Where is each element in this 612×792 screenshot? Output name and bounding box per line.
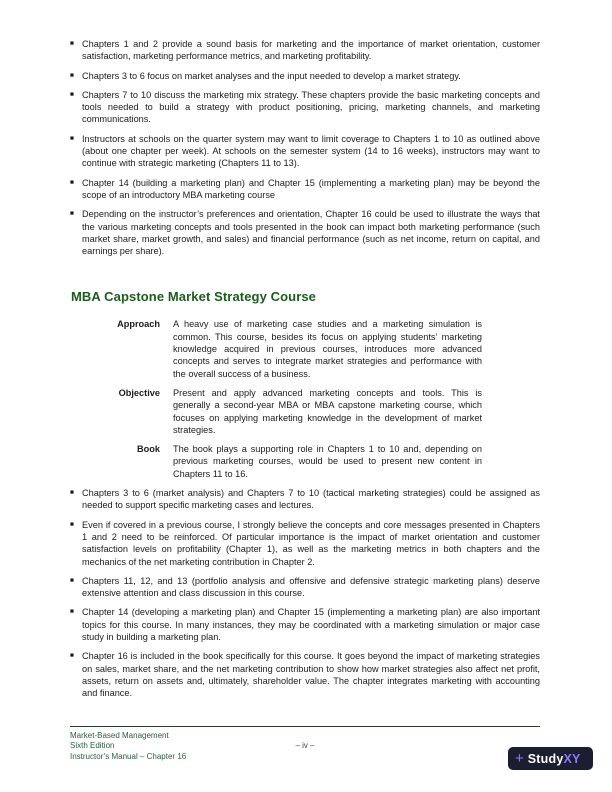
bullet-text: Chapters 7 to 10 discuss the marketing mix strategy. These chapters provide the basic marketing concepts and tools needed to build a strategy with product positioning, pricing, marketing channels, and marketing communications. xyxy=(82,89,540,125)
list-item xyxy=(70,575,540,600)
definition-row-objective xyxy=(70,387,540,436)
square-bullet-icon: ■ xyxy=(70,489,74,497)
course-bullet-list xyxy=(70,487,540,699)
page-footer xyxy=(70,726,540,762)
bullet-text: Chapters 3 to 6 focus on market analyses and the input needed to develop a market strategy. xyxy=(82,70,461,81)
square-bullet-icon: ■ xyxy=(70,178,74,186)
list-item xyxy=(70,70,540,82)
definition-row-approach xyxy=(70,318,540,379)
intro-bullet-list xyxy=(70,38,540,257)
page-number: – iv – xyxy=(295,741,315,750)
plus-icon: + xyxy=(515,749,524,767)
square-bullet-icon: ■ xyxy=(70,40,74,47)
bullet-text: Instructors at schools on the quarter system may want to limit coverage to Chapters 1 to 10 as outlined above (about one chapter per week). At schools on the semester system (14 to 16 weeks), instructors may want to continue with strategic marketing (Chapters 11 to 13). xyxy=(82,133,540,169)
square-bullet-icon: ■ xyxy=(70,652,74,660)
bullet-text: Chapters 3 to 6 (market analysis) and Chapters 7 to 10 (tactical marketing strategies) could be assigned as needed to support specific marketing cases and lectures. xyxy=(82,488,540,511)
studyxy-logo-badge[interactable] xyxy=(508,747,593,770)
footer-edition: Sixth Edition xyxy=(70,741,115,751)
list-item xyxy=(70,133,540,170)
square-bullet-icon: ■ xyxy=(70,520,74,528)
footer-manual-chapter: Instructor’s Manual – Chapter 16 xyxy=(70,751,187,761)
list-item xyxy=(70,177,540,202)
list-item xyxy=(70,208,540,257)
bullet-text: Chapter 16 is included in the book specifically for this course. It goes beyond the impact of marketing strategies on sales, market share, and the net marketing contribution to show how market strategies also affect net profit, assets, return on assets and, ultimately, shareholder value. The chapter integrates marketing with accounting and finance. xyxy=(82,651,540,699)
list-item xyxy=(70,519,540,568)
definition-term: Book xyxy=(137,444,160,455)
bullet-text: Depending on the instructor’s preferences and orientation, Chapter 16 could be used to illustrate the ways that the various marketing concepts and tools presented in the book can impact both marketing performance (such market share, market growth, and sales) and financial performance (such as net income, return on capital, and earnings per share). xyxy=(82,209,540,257)
square-bullet-icon: ■ xyxy=(70,210,74,218)
definition-text: A heavy use of marketing case studies and a marketing simulation is common. This course, besides its focus on applying students’ marketing knowledge acquired in previous courses, introduces more advanced concepts and serves to integrate market strategies and performance with the overall success of a business. xyxy=(173,319,482,379)
definition-text: Present and apply advanced marketing concepts and tools. This is generally a second-year MBA or MBA capstone marketing course, which focuses on applying marketing knowledge in the development of market strategies. xyxy=(173,387,482,435)
definition-term: Approach xyxy=(117,319,160,330)
bullet-text: Chapters 1 and 2 provide a sound basis for marketing and the importance of market orientation, customer satisfaction, marketing performance metrics, and marketing profitability. xyxy=(82,39,540,62)
logo-brand-primary: Study xyxy=(527,751,564,766)
square-bullet-icon: ■ xyxy=(70,576,74,584)
bullet-text: Chapters 11, 12, and 13 (portfolio analysis and offensive and defensive strategic marketing plans) deserve extensive attention and class discussion in this course. xyxy=(82,575,540,599)
logo-brand-accent: XY xyxy=(563,751,581,766)
list-item xyxy=(70,89,540,126)
bullet-text: Even if covered in a previous course, I strongly believe the concepts and core messages presented in Chapters 1 and 2 need to be reinforced. Of particular importance is the impact of market orientation and customer satisfaction levels on profitability (Chapter 1), as well as the marketing metrics in both chapters and the mechanics of the net marketing contribution in Chapter 2. xyxy=(82,519,540,567)
list-item xyxy=(70,606,540,643)
bullet-text: Chapter 14 (developing a marketing plan) and Chapter 15 (implementing a marketing plan) are also important topics for this course. In many instances, they may be coordinated with a marketing simulation or major case study in building a marketing plan. xyxy=(82,607,540,642)
definition-term: Objective xyxy=(118,387,160,398)
list-item xyxy=(70,650,540,699)
page-content xyxy=(70,38,540,706)
square-bullet-icon: ■ xyxy=(70,90,74,98)
definition-row-book xyxy=(70,443,540,480)
list-item xyxy=(70,38,540,63)
square-bullet-icon: ■ xyxy=(70,608,74,616)
logo-brand-text xyxy=(528,752,581,766)
definition-text: The book plays a supporting role in Chapters 1 to 10 and, depending on previous marketing courses, would be used to present new content in Chapters 11 to 16. xyxy=(173,444,482,479)
list-item xyxy=(70,487,540,512)
course-definition-list xyxy=(70,318,540,480)
bullet-text: Chapter 14 (building a marketing plan) and Chapter 15 (implementing a marketing plan) may be beyond the scope of an introductory MBA marketing course xyxy=(82,177,540,200)
section-title: MBA Capstone Market Strategy Course xyxy=(71,289,317,305)
square-bullet-icon: ■ xyxy=(70,134,74,142)
square-bullet-icon: ■ xyxy=(70,71,74,79)
footer-book-title: Market-Based Management xyxy=(70,731,169,740)
